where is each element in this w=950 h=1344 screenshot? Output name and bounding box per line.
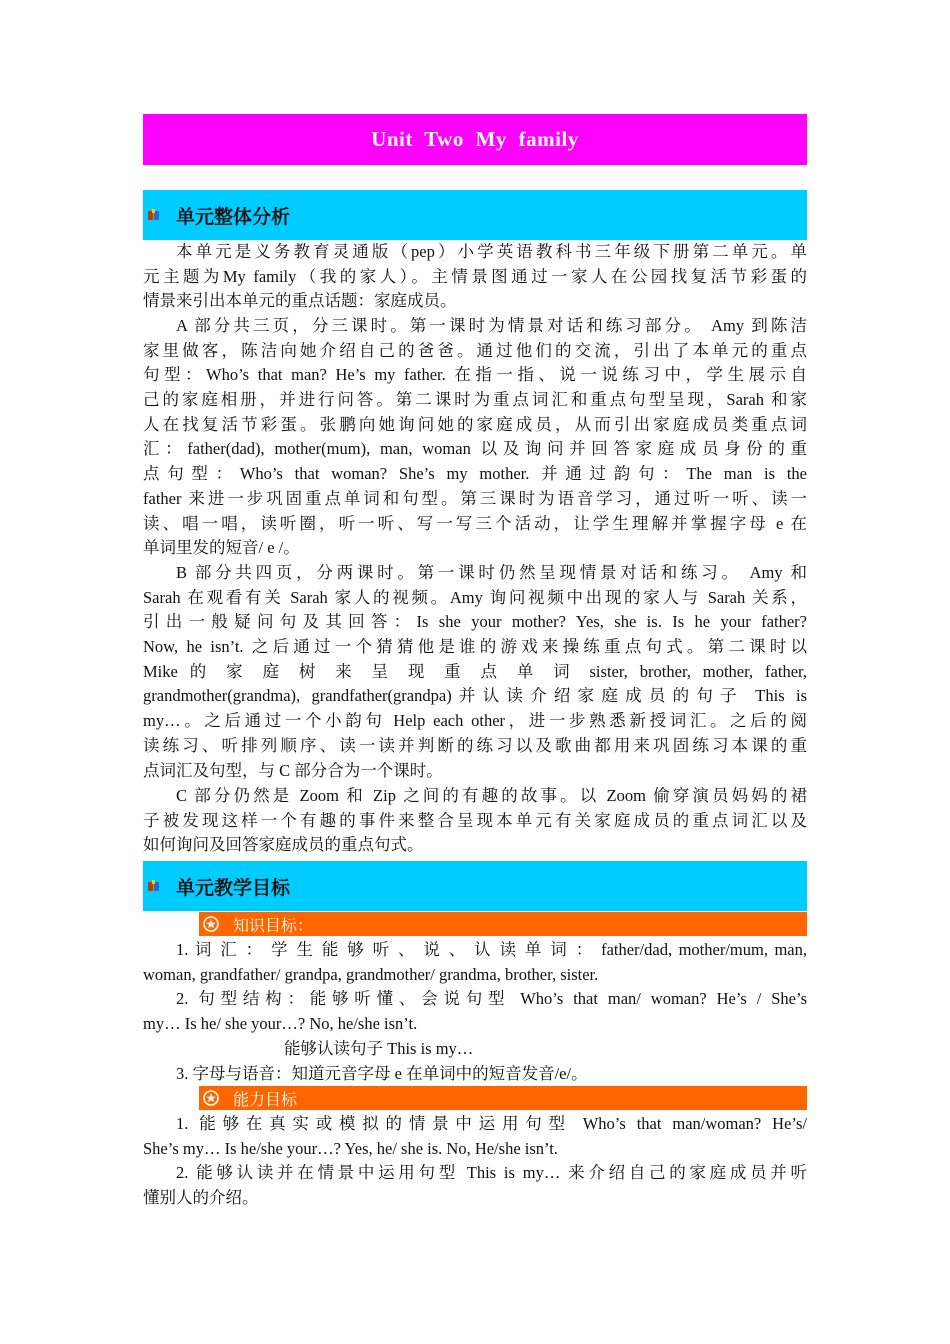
- text-line: my… Is he/ she your…? No, he/she isn’t.: [143, 1013, 418, 1033]
- book-bullet-icon: [147, 208, 161, 222]
- ability-item-2: [143, 1161, 807, 1210]
- text-line: 1. 词 汇 ： 学 生 能 够 听 、 说 、 认 读 单 词 ： father/dad, mother/mum, man,: [176, 940, 807, 959]
- text-line: grandmother(grandma), grandfather(grandpa)并认读介绍家庭成员的句子 This is: [143, 686, 807, 706]
- text-line: woman, grandfather/ grandpa, grandmother/ grandma, brother, sister.: [143, 964, 599, 984]
- subheading-knowledge: [199, 912, 807, 936]
- section-heading-label: 单元整体分析: [176, 205, 291, 228]
- section-heading-label: 单元教学目标: [176, 876, 291, 899]
- text-line: 2. 句型结构：能够听懂、会说句型 Who’s that man/ woman? He’s / She’s: [176, 989, 807, 1008]
- text-line: She’s my… Is he/she your…? Yes, he/ she is. No, He/she isn’t.: [143, 1138, 558, 1158]
- knowledge-item-1: [143, 938, 807, 987]
- unit-title-bar: [143, 114, 807, 165]
- subheading-label: 知识目标：: [233, 915, 314, 935]
- knowledge-item-3: [143, 1062, 807, 1087]
- text-line: 元主题为My family（我的家人）。主情景图通过一家人在公园找复活节彩蛋的: [143, 266, 807, 286]
- ability-item-1: [143, 1112, 807, 1161]
- text-line: 子被发现这样一个有趣的事件来整合呈现本单元有关家庭成员的重点词汇以及: [143, 810, 807, 830]
- section-heading-objectives: [143, 861, 807, 911]
- paragraph-intro: [143, 240, 807, 314]
- unit-title: Unit Two My family: [371, 127, 579, 151]
- text-line: 单词里发的短音/ e /。: [143, 538, 300, 558]
- knowledge-item-2-continued: [143, 1037, 807, 1062]
- book-bullet-icon: [147, 879, 161, 893]
- text-line: Mike 的 家 庭 树 来 呈 现 重 点 单 词 sister, brother, mother, father,: [143, 661, 807, 681]
- star-circle-icon: [203, 916, 219, 932]
- text-line: 2. 能够认读并在情景中运用句型 This is my… 来介绍自己的家庭成员并听: [176, 1163, 807, 1182]
- text-line: 汇：father(dad), mother(mum), man, woman 以及询问并回答家庭成员身份的重: [143, 439, 807, 459]
- text-line: 读练习、听排列顺序、读一读并判断的练习以及歌曲都用来巩固练习本课的重: [143, 735, 807, 755]
- section-heading-analysis: [143, 190, 807, 240]
- paragraph-part-a: [143, 314, 807, 561]
- text-line: 己的家庭相册，并进行问答。第二课时为重点词汇和重点句型呈现，Sarah 和家: [143, 390, 807, 410]
- text-line: my…。之后通过一个小韵句 Help each other，进一步熟悉新授词汇。之后的阅: [143, 711, 807, 731]
- paragraph-part-b: [143, 561, 807, 783]
- subheading-label: 能力目标: [233, 1089, 298, 1109]
- text-line: Now, he isn’t. 之后通过一个猜猜他是谁的游戏来操练重点句式。第二课时以: [143, 637, 807, 657]
- text-line: A 部分共三页，分三课时。第一课时为情景对话和练习部分。 Amy 到陈洁: [176, 316, 807, 335]
- text-line: Sarah 在观看有关 Sarah 家人的视频。Amy 询问视频中出现的家人与 Sarah 关系，: [143, 587, 807, 607]
- text-line: 点词汇及句型，与 C 部分合为一个课时。: [143, 760, 443, 780]
- subheading-ability: [199, 1086, 807, 1110]
- text-line: 情景来引出本单元的重点话题：家庭成员。: [143, 291, 457, 311]
- text-line: 如何询问及回答家庭成员的重点句式。: [143, 835, 424, 855]
- text-line: B 部分共四页，分两课时。第一课时仍然呈现情景对话和练习。 Amy 和: [176, 563, 807, 582]
- text-line: 1. 能够在真实或模拟的情景中运用句型 Who’s that man/woman? He’s/: [176, 1114, 807, 1133]
- text-line: 引出一般疑问句及其回答：Is she your mother? Yes, she is. Is he your father?: [143, 612, 807, 632]
- text-line: 人在找复活节彩蛋。张鹏向她询问她的家庭成员，从而引出家庭成员类重点词: [143, 414, 807, 434]
- text-line: 读、唱一唱，读听圈，听一听、写一写三个活动，让学生理解并掌握字母 e 在: [143, 513, 807, 533]
- text-line: 懂别人的介绍。: [143, 1187, 259, 1207]
- paragraph-part-c: [143, 784, 807, 858]
- text-line: 本单元是义务教育灵通版（pep）小学英语教科书三年级下册第二单元。单: [176, 242, 807, 261]
- text-line: 3. 字母与语音：知道元音字母 e 在单词中的短音发音/e/。: [176, 1064, 588, 1083]
- star-circle-icon: [203, 1090, 219, 1106]
- text-line: 家里做客，陈洁向她介绍自己的爸爸。通过他们的交流，引出了本单元的重点: [143, 340, 807, 360]
- text-line: 能够认读句子 This is my…: [284, 1039, 474, 1058]
- text-line: father 来进一步巩固重点单词和句型。第三课时为语音学习，通过听一听、读一: [143, 488, 807, 508]
- text-line: 点句型：Who’s that woman? She’s my mother. 并通过韵句：The man is the: [143, 464, 807, 484]
- knowledge-item-2: [143, 987, 807, 1036]
- text-line: 句型：Who’s that man? He’s my father. 在指一指、说一说练习中，学生展示自: [143, 365, 807, 385]
- text-line: C 部分仍然是 Zoom 和 Zip 之间的有趣的故事。以 Zoom 偷穿演员妈妈的裙: [176, 786, 807, 805]
